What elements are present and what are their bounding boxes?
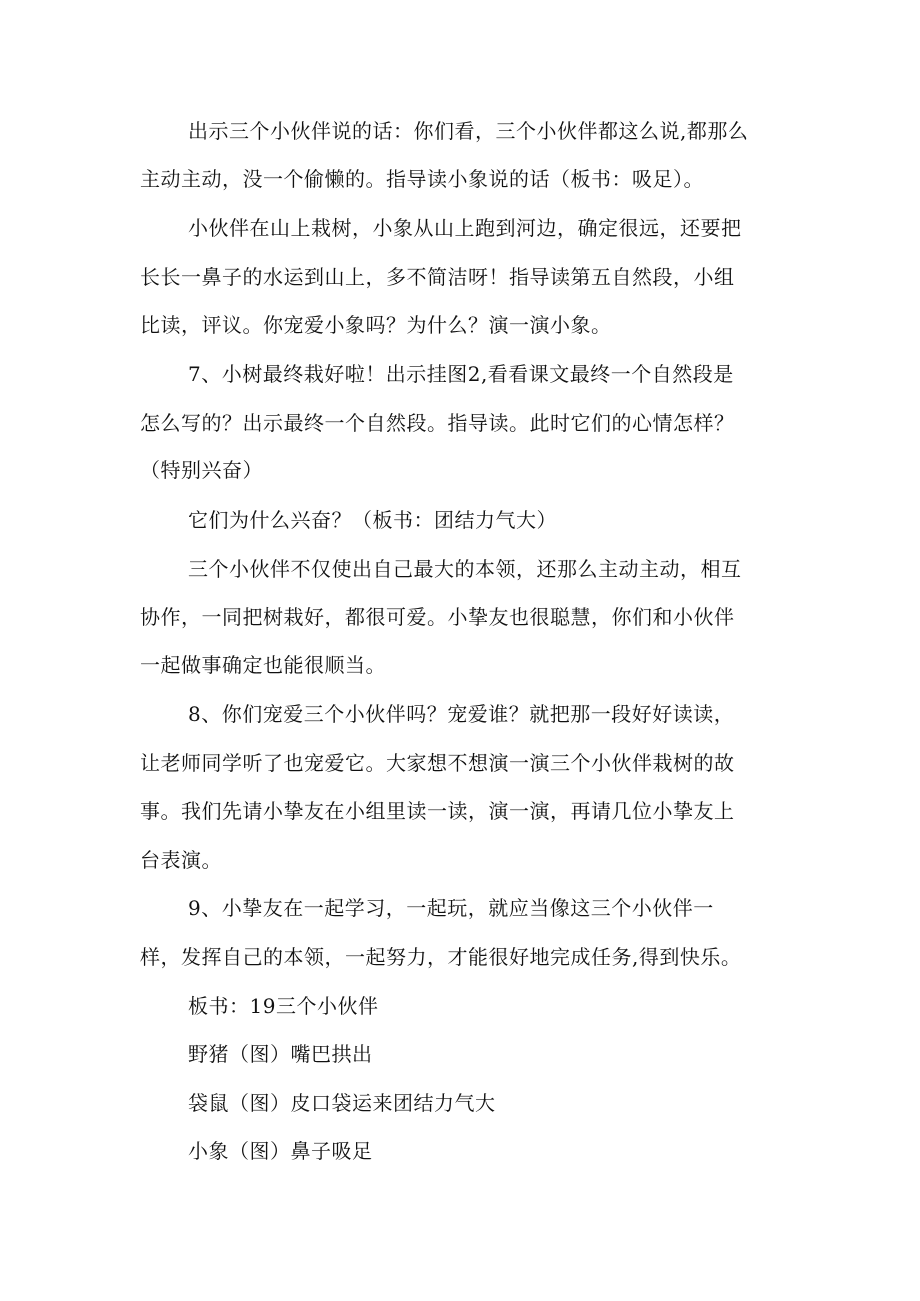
text-line: 小象（图）鼻子吸足 bbox=[188, 1139, 373, 1163]
text-line: 样，发挥自己的本领，一起努力，才能很好地完成任务,得到快乐。 bbox=[140, 945, 742, 969]
text-line: 一起做事确定也能很顺当。 bbox=[140, 653, 386, 677]
text-line: 袋鼠（图）皮口袋运来团结力气大 bbox=[188, 1091, 496, 1115]
text-line: 出示三个小伙伴说的话：你们看，三个小伙伴都这么说,都那么 bbox=[188, 119, 749, 143]
text-line: 长长一鼻子的水运到山上，多不简洁呀！指导读第五自然段，小组 bbox=[140, 265, 735, 289]
text-line: 8、你们宠爱三个小伙伴吗？宠爱谁？就把那一段好好读读， bbox=[188, 702, 735, 726]
text-line: 怎么写的？出示最终一个自然段。指导读。此时它们的心情怎样？ bbox=[140, 411, 735, 435]
text-line: （特别兴奋） bbox=[140, 458, 263, 482]
text-line: 三个小伙伴不仅使出自己最大的本领，还那么主动主动，相互 bbox=[188, 557, 742, 581]
text-line: 它们为什么兴奋？（板书：团结力气大） bbox=[188, 508, 557, 532]
text-line: 7、小树最终栽好啦！出示挂图2,看看课文最终一个自然段是 bbox=[188, 362, 734, 386]
text-line: 野猪（图）嘴巴拱出 bbox=[188, 1042, 373, 1066]
text-line: 协作，一同把树栽好，都很可爱。小挚友也很聪慧，你们和小伙伴 bbox=[140, 605, 735, 629]
text-line: 9、小挚友在一起学习，一起玩，就应当像这三个小伙伴一 bbox=[188, 896, 714, 920]
text-line: 台表演。 bbox=[140, 848, 222, 872]
text-line: 比读，评议。你宠爱小象吗？为什么？演一演小象。 bbox=[140, 313, 612, 337]
text-line: 板书：19三个小伙伴 bbox=[188, 994, 379, 1018]
text-line: 让老师同学听了也宠爱它。大家想不想演一演三个小伙伴栽树的故 bbox=[140, 751, 735, 775]
text-line: 事。我们先请小挚友在小组里读一读，演一演，再请几位小挚友上 bbox=[140, 799, 735, 823]
text-line: 小伙伴在山上栽树，小象从山上跑到河边，确定很远，还要把 bbox=[188, 216, 742, 240]
text-line: 主动主动，没一个偷懒的。指导读小象说的话（板书：吸足）。 bbox=[140, 167, 704, 191]
